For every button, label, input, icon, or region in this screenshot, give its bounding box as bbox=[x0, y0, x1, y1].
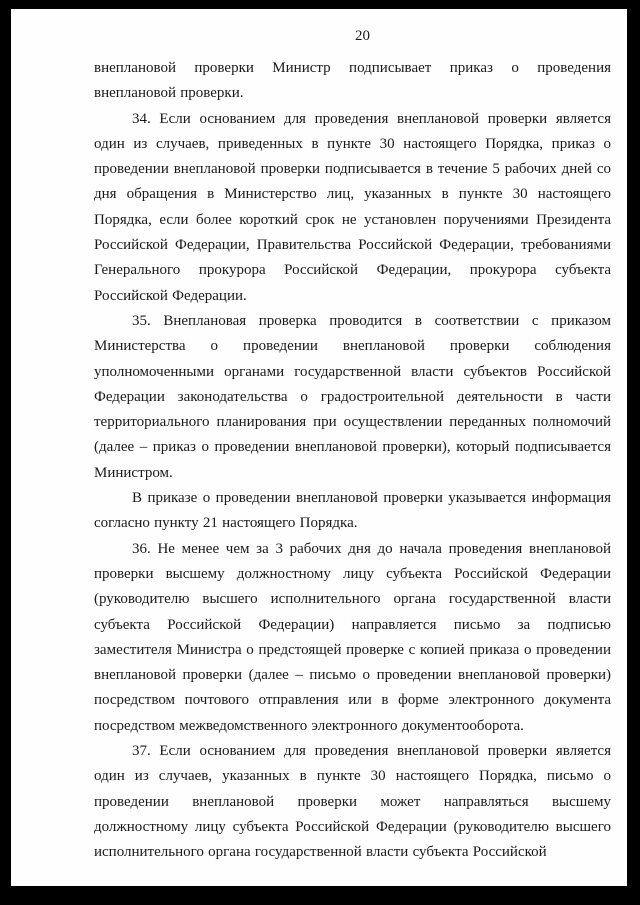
paragraph-34: 34. Если основанием для проведения внеплановой проверки является один из случаев, приведенных в пункте 30 настоящего Порядка, приказ о проведении внеплановой проверки подписывается в течение 5 рабочих дней со дня обращения в Министерство лиц, указанных в пункте 30 настоящего Порядка, если более короткий срок не установлен поручениями Президента Российской Федерации, Правительства Российской Федерации, требованиями Генерального прокурора Российской Федерации, прокурора субъекта Российской Федерации. bbox=[94, 110, 611, 304]
paragraph-35-note: В приказе о проведении внеплановой проверки указывается информация согласно пункту 21 настоящего Порядка. bbox=[94, 490, 611, 532]
page-number: 20 bbox=[355, 28, 370, 44]
paragraph-continuation: внеплановой проверки Министр подписывает приказ о проведения внеплановой проверки. bbox=[94, 60, 611, 102]
page-content bbox=[94, 56, 611, 866]
paragraph-35: 35. Внеплановая проверка проводится в соответствии с приказом Министерства о проведении внеплановой проверки соблюдения уполномоченными органами государственной власти субъектов Российской Федерации законодательства о градостроительной деятельности в части территориального планирования при осуществлении переданных полномочий (далее – приказ о проведении внеплановой проверки), который подписывается Министром. bbox=[94, 312, 611, 481]
document-page bbox=[11, 9, 627, 886]
paragraph-36: 36. Не менее чем за 3 рабочих дня до начала проведения внеплановой проверки высшему должностному лицу субъекта Российской Федерации (руководителю высшего исполнительного органа государственной власти субъекта Российской Федерации) направляется письмо за подписью заместителя Министра о предстоящей проверке с копией приказа о проведении внеплановой проверки (далее – письмо о проведении внеплановой проверки) посредством почтового отправления или в форме электронного документа посредством межведомственного электронного документооборота. bbox=[94, 540, 611, 734]
paragraph-37: 37. Если основанием для проведения внеплановой проверки является один из случаев, указанных в пункте 30 настоящего Порядка, письмо о проведении внеплановой проверки может направляться высшему должностному лицу субъекта Российской Федерации (руководителю высшего исполнительного органа государственной власти субъекта Российской bbox=[94, 743, 611, 861]
